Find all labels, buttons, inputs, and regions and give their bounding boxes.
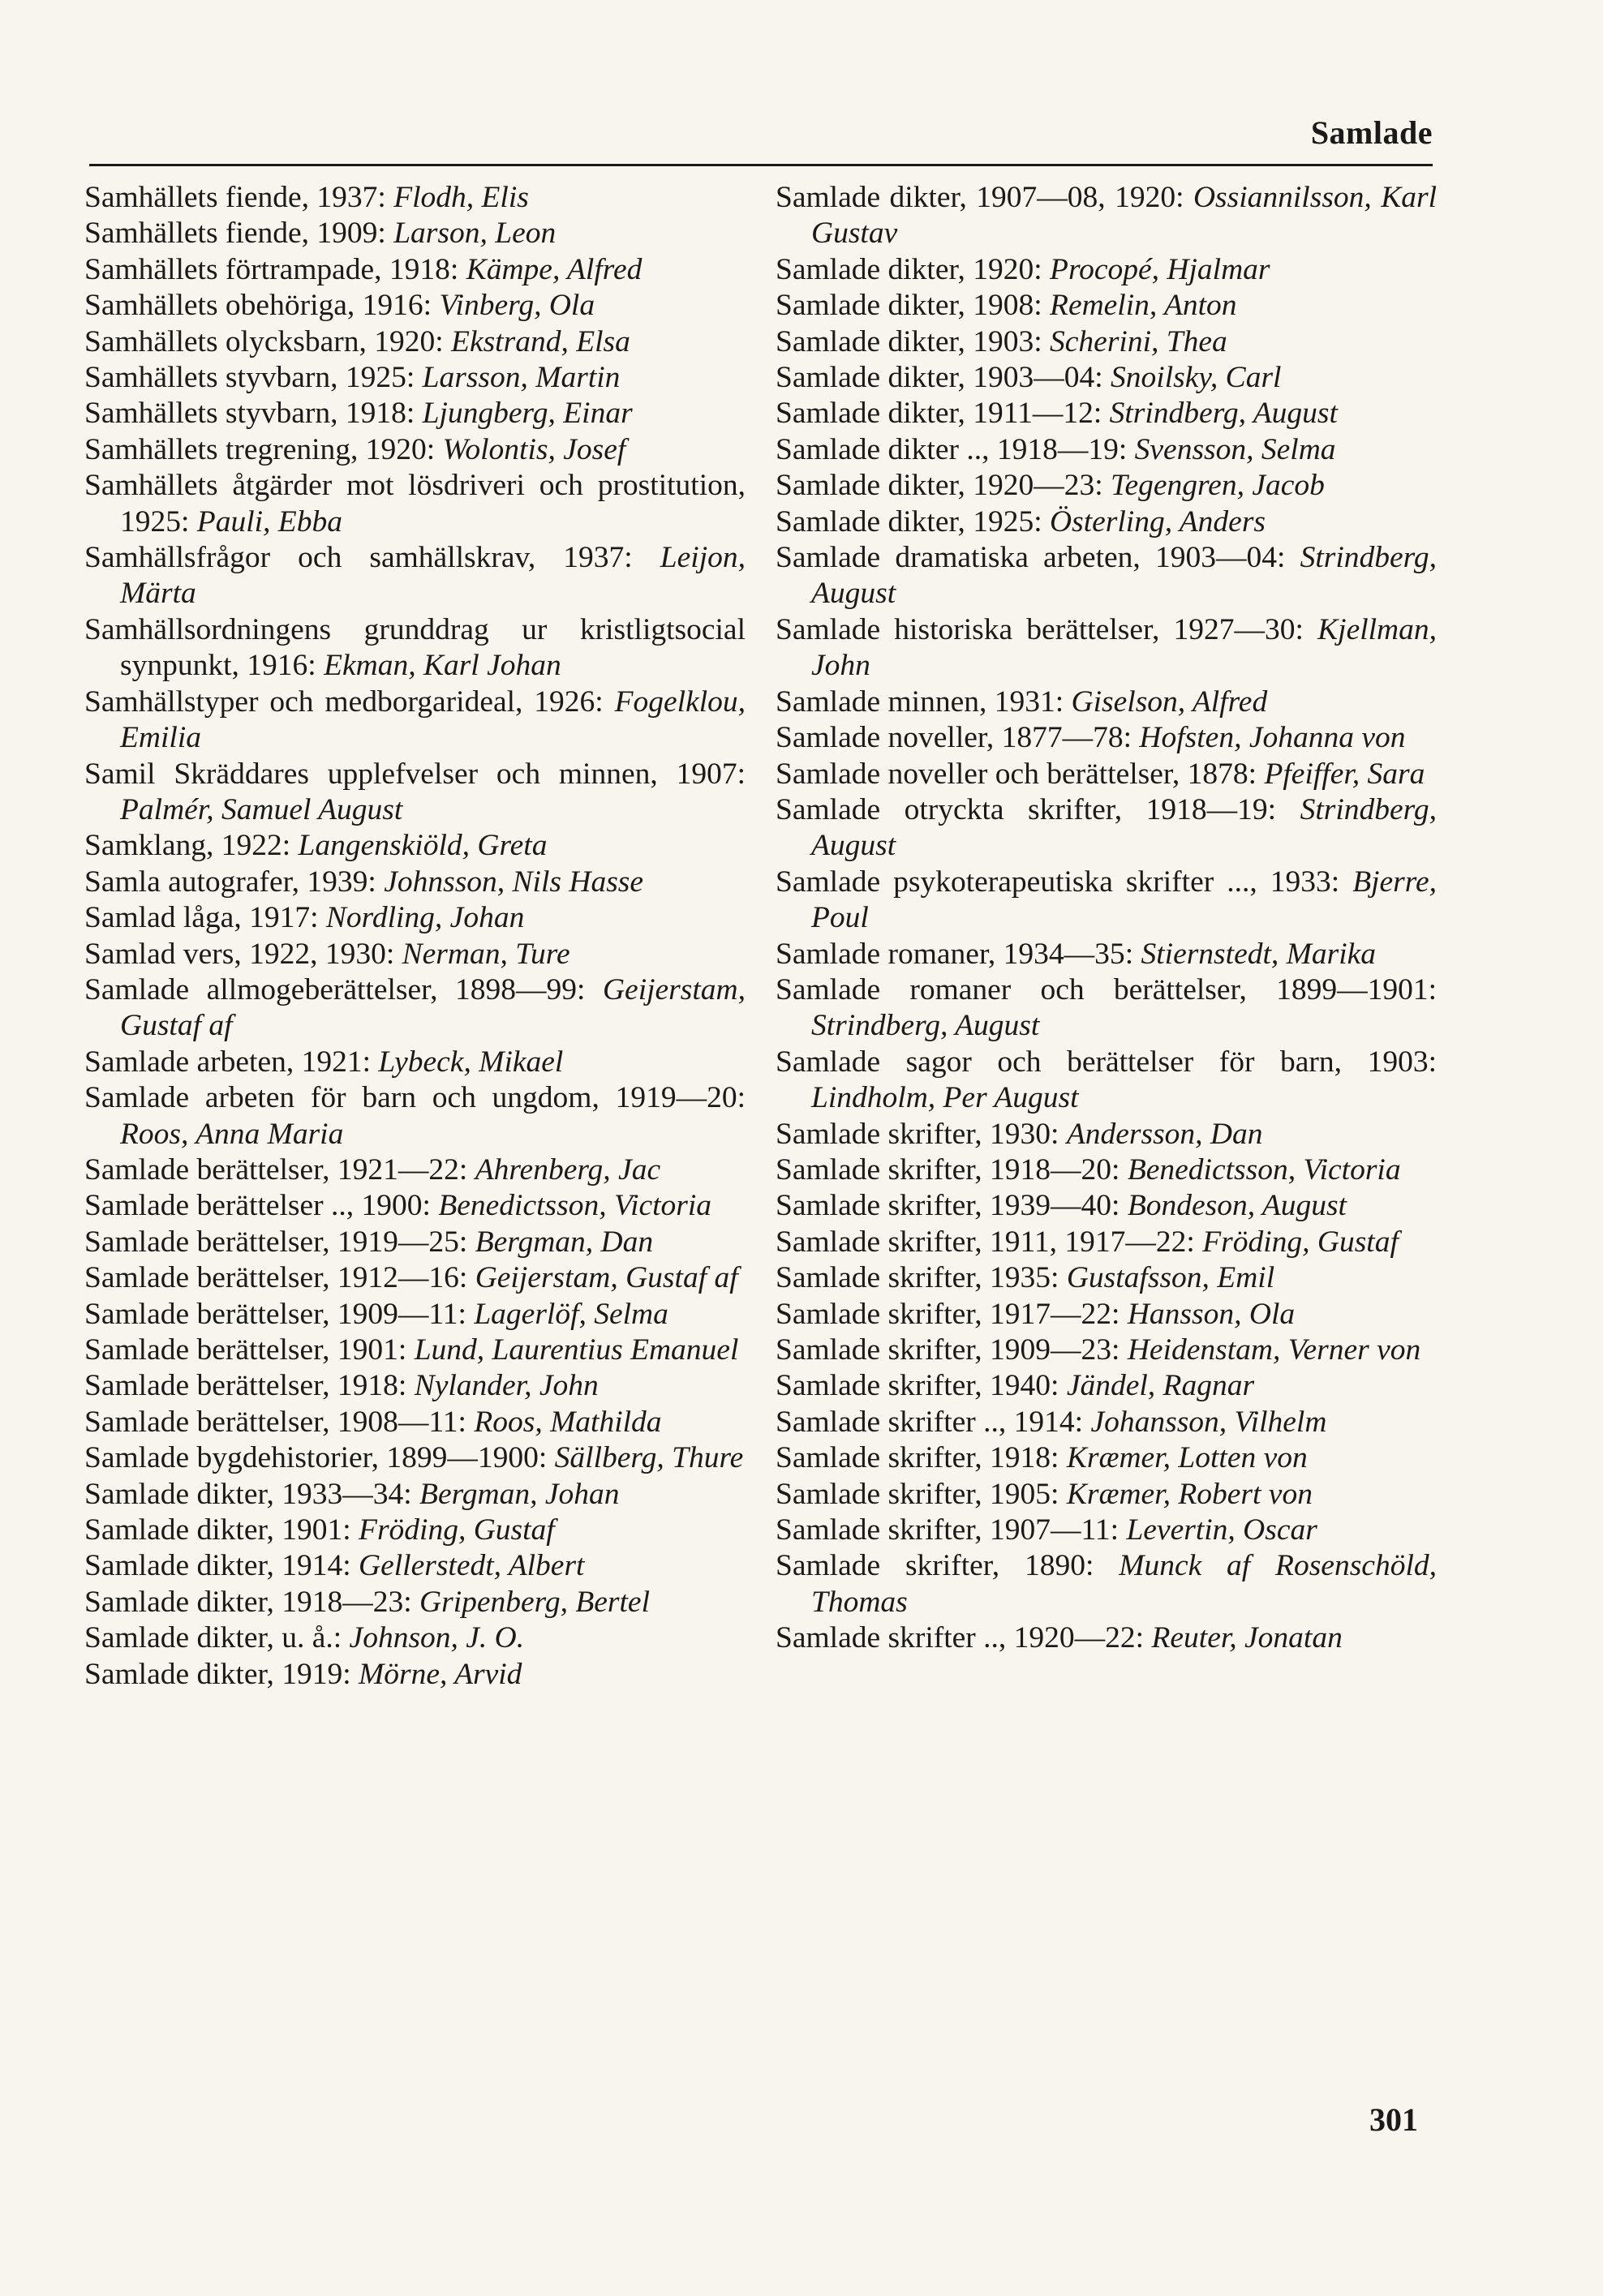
entry-author: Pfeiffer, Sara [1264, 757, 1425, 791]
index-entry: Samlade allmogeberättelser, 1898—99: Geijerstam, Gustaf af [84, 972, 746, 1043]
index-entry: Samhällets olycksbarn, 1920: Ekstrand, Elsa [84, 324, 630, 358]
entry-author: Jändel, Ragnar [1066, 1369, 1255, 1403]
entry-title: Samlade dikter, 1920—23 [776, 469, 1095, 503]
index-entry: Samlade skrifter .., 1920—22: Reuter, Jonatan [776, 1621, 1343, 1655]
index-entry: Samlade skrifter, 1909—23: Heidenstam, Verner von [776, 1333, 1421, 1367]
entry-title: Samla autografer, 1939 [84, 865, 368, 899]
entry-author: Johnson, J. O. [349, 1621, 525, 1655]
entry-author: Gellerstedt, Albert [359, 1549, 585, 1583]
entry-author: Nylander, John [414, 1369, 599, 1403]
running-head: Samlade [1310, 114, 1433, 151]
entry-author: Ahrenberg, Jac [475, 1152, 661, 1187]
entry-title: Samlade sagor och berättelser för barn, 1903 [776, 1045, 1429, 1079]
entry-author: Geijerstam, Gustaf af [120, 972, 746, 1043]
index-entry: Samlade skrifter, 1939—40: Bondeson, August [776, 1189, 1347, 1223]
index-entry: Samlad låga, 1917: Nordling, Johan [84, 901, 525, 935]
entry-title: Samhällsordningens grunddrag ur kristligtsocial synpunkt, 1916 [84, 612, 746, 683]
index-entry: Samlade berättelser, 1909—11: Lagerlöf, Selma [84, 1297, 668, 1331]
entry-author: Remelin, Anton [1050, 289, 1237, 323]
entry-title: Samlade romaner och berättelser, 1899—1901 [776, 972, 1429, 1006]
entry-author: Österling, Anders [1050, 504, 1266, 539]
index-entry: Samlade skrifter, 1918: Kræmer, Lotten von [776, 1441, 1308, 1475]
entry-title: Samlade skrifter .., 1920—22 [776, 1621, 1136, 1655]
index-entry: Samlade arbeten för barn och ungdom, 1919—20: Roos, Anna Maria [84, 1081, 746, 1151]
entry-author: Ljungberg, Einar [422, 397, 633, 431]
entry-author: Benedictsson, Victoria [438, 1189, 712, 1223]
entry-author: Ossiannilsson, Karl Gustav [811, 181, 1437, 251]
index-entry: Samhällstyper och medborgarideal, 1926: Fogelklou, Emilia [84, 685, 746, 755]
entry-title: Samlade skrifter, 1917—22 [776, 1297, 1112, 1331]
entry-title: Samhällets förtrampade, 1918 [84, 252, 450, 286]
index-entry: Samlade dikter, 1918—23: Gripenberg, Bertel [84, 1585, 650, 1619]
index-entry: Samlade noveller och berättelser, 1878: Pfeiffer, Sara [776, 757, 1425, 791]
entry-title: Samlade bygdehistorier, 1899—1900 [84, 1441, 539, 1475]
entry-title: Samlade dikter, 1933—34 [84, 1477, 404, 1511]
entry-author: Sällberg, Thure [554, 1441, 744, 1475]
entry-title: Samlade otryckta skrifter, 1918—19 [776, 792, 1268, 826]
entry-title: Samhällets olycksbarn, 1920 [84, 324, 436, 358]
entry-author: Fogelklou, Emilia [120, 685, 746, 755]
entry-author: Lund, Laurentius Emanuel [414, 1333, 739, 1367]
entry-title: Samlad vers, 1922, 1930 [84, 937, 386, 971]
entry-author: Stiernstedt, Marika [1141, 937, 1377, 971]
index-entry: Samlade dikter, 1903—04: Snoilsky, Carl [776, 361, 1282, 395]
entry-author: Lybeck, Mikael [378, 1045, 564, 1079]
entry-title: Samlade skrifter, 1911, 1917—22 [776, 1225, 1187, 1259]
index-entry: Samlade dikter, 1925: Österling, Anders [776, 504, 1266, 539]
index-entry: Samil Skräddares upplefvelser och minnen, 1907: Palmér, Samuel August [84, 757, 746, 826]
index-entry: Samlade psykoterapeutiska skrifter ..., 1933: Bjerre, Poul [776, 865, 1437, 935]
index-entry: Samlade dikter, u. å.: Johnson, J. O. [84, 1621, 525, 1655]
index-entry: Samlade skrifter, 1935: Gustafsson, Emil [776, 1261, 1275, 1295]
entry-author: Lagerlöf, Selma [474, 1297, 668, 1331]
entry-title: Samhällets obehöriga, 1916 [84, 289, 423, 323]
index-entry: Samlade dikter, 1903: Scherini, Thea [776, 324, 1227, 358]
entry-title: Samlade dikter, 1925 [776, 504, 1034, 539]
index-entry: Samhällsfrågor och samhällskrav, 1937: Leijon, Märta [84, 541, 746, 611]
entry-title: Samklang, 1922 [84, 829, 282, 863]
entry-title: Samlade psykoterapeutiska skrifter ..., 1933 [776, 865, 1331, 899]
entry-title: Samlade historiska berättelser, 1927—30 [776, 612, 1296, 646]
entry-author: Pauli, Ebba [196, 504, 342, 539]
entry-title: Samlade skrifter, 1939—40 [776, 1189, 1112, 1223]
entry-title: Samhällets fiende, 1937 [84, 181, 378, 214]
left-column [84, 180, 746, 1693]
entry-title: Samhällets tregrening, 1920 [84, 432, 427, 466]
entry-title: Samlade arbeten, 1921 [84, 1045, 363, 1079]
entry-author: Strindberg, August [811, 541, 1437, 611]
entry-title: Samlade dikter, 1920 [776, 252, 1034, 286]
entry-author: Tegengren, Jacob [1111, 469, 1325, 503]
entry-title: Samil Skräddares upplefvelser och minnen, 1907 [84, 757, 737, 791]
entry-author: Gustafsson, Emil [1066, 1261, 1275, 1295]
index-entry: Samhällets styvbarn, 1925: Larsson, Martin [84, 361, 621, 395]
entry-author: Levertin, Oscar [1126, 1513, 1317, 1547]
entry-title: Samlade dikter, 1903—04 [776, 361, 1095, 395]
index-entry: Samlade skrifter, 1905: Kræmer, Robert von [776, 1477, 1313, 1511]
index-entry: Samlade minnen, 1931: Giselson, Alfred [776, 685, 1268, 719]
entry-author: Langenskiöld, Greta [298, 829, 548, 863]
entry-author: Roos, Anna Maria [120, 1117, 344, 1151]
entry-author: Kämpe, Alfred [466, 252, 642, 286]
entry-author: Kræmer, Lotten von [1066, 1441, 1308, 1475]
entry-author: Vinberg, Ola [439, 289, 595, 323]
entry-author: Strindberg, August [811, 792, 1438, 863]
entry-title: Samlade dikter, 1907—08, 1920 [776, 181, 1176, 214]
entry-author: Bergman, Dan [475, 1225, 654, 1259]
entry-author: Bjerre, Poul [811, 865, 1437, 935]
entry-title: Samhällstyper och medborgarideal, 1926 [84, 685, 595, 719]
entry-author: Johnsson, Nils Hasse [384, 865, 644, 899]
entry-author: Ekstrand, Elsa [451, 324, 630, 358]
index-entry: Samlade skrifter, 1918—20: Benedictsson, Victoria [776, 1152, 1401, 1187]
index-entry: Samlade skrifter, 1890: Munck af Rosenschöld, Thomas [776, 1549, 1437, 1619]
index-entry: Samhällsordningens grunddrag ur kristligtsocial synpunkt, 1916: Ekman, Karl Johan [84, 612, 746, 683]
entry-title: Samlade berättelser, 1919—25 [84, 1225, 459, 1259]
entry-title: Samlade dikter, 1903 [776, 324, 1034, 358]
entry-author: Reuter, Jonatan [1151, 1621, 1343, 1655]
entry-title: Samlade skrifter .., 1914 [776, 1405, 1075, 1439]
entry-author: Andersson, Dan [1066, 1117, 1263, 1151]
entry-title: Samhällets åtgärder mot lösdriveri och prostitution, 1925 [84, 469, 746, 539]
index-entry: Samlade dramatiska arbeten, 1903—04: Strindberg, August [776, 541, 1437, 611]
right-column [776, 180, 1437, 1657]
entry-title: Samlade skrifter, 1940 [776, 1369, 1051, 1403]
entry-title: Samlad låga, 1917 [84, 901, 311, 935]
entry-author: Kræmer, Robert von [1066, 1477, 1313, 1511]
index-entry: Samlade romaner och berättelser, 1899—1901: Strindberg, August [776, 972, 1437, 1043]
entry-title: Samlade skrifter, 1918—20 [776, 1152, 1112, 1187]
entry-author: Hansson, Ola [1127, 1297, 1296, 1331]
entry-author: Bergman, Johan [419, 1477, 620, 1511]
entry-title: Samlade dikter .., 1918—19 [776, 432, 1119, 466]
index-entry: Samhällets styvbarn, 1918: Ljungberg, Einar [84, 397, 633, 431]
index-entry: Samhällets fiende, 1909: Larson, Leon [84, 217, 557, 251]
index-entry: Samhällets förtrampade, 1918: Kämpe, Alfred [84, 252, 642, 286]
entry-author: Lindholm, Per August [811, 1081, 1079, 1115]
entry-author: Procopé, Hjalmar [1050, 252, 1270, 286]
entry-title: Samlade berättelser, 1901 [84, 1333, 398, 1367]
entry-title: Samlade dikter, 1914 [84, 1549, 343, 1583]
index-entry: Samlade skrifter, 1917—22: Hansson, Ola [776, 1297, 1296, 1331]
entry-title: Samlade skrifter, 1930 [776, 1117, 1051, 1151]
entry-title: Samlade skrifter, 1909—23 [776, 1333, 1112, 1367]
entry-title: Samlade dikter, 1911—12 [776, 397, 1094, 431]
page-number: 301 [1369, 2101, 1418, 2138]
index-entry: Samhällets obehöriga, 1916: Vinberg, Ola [84, 289, 595, 323]
index-entry: Samlade berättelser, 1918: Nylander, John [84, 1369, 599, 1403]
entry-title: Samhällets styvbarn, 1925 [84, 361, 406, 395]
entry-title: Samlade skrifter, 1907—11 [776, 1513, 1111, 1547]
entry-author: Heidenstam, Verner von [1127, 1333, 1421, 1367]
entry-author: Fröding, Gustaf [1202, 1225, 1399, 1259]
entry-title: Samlade berättelser, 1909—11 [84, 1297, 458, 1331]
entry-author: Johansson, Vilhelm [1090, 1405, 1327, 1439]
index-entry: Samlade dikter, 1920—23: Tegengren, Jacob [776, 469, 1325, 503]
index-entry: Samlade sagor och berättelser för barn, 1903: Lindholm, Per August [776, 1045, 1437, 1115]
entry-author: Hofsten, Johanna von [1139, 721, 1406, 755]
entry-author: Ekman, Karl Johan [324, 649, 561, 683]
entry-title: Samhällets styvbarn, 1918 [84, 397, 406, 431]
entry-title: Samlade skrifter, 1890 [776, 1549, 1085, 1583]
index-entry: Samlade berättelser, 1921—22: Ahrenberg, Jac [84, 1152, 661, 1187]
entry-title: Samlade dikter, 1901 [84, 1513, 343, 1547]
entry-title: Samlade berättelser .., 1900 [84, 1189, 423, 1223]
entry-title: Samlade dramatiska arbeten, 1903—04 [776, 541, 1277, 575]
index-entry: Samlade romaner, 1934—35: Stiernstedt, Marika [776, 937, 1377, 971]
index-entry: Samlade berättelser .., 1900: Benedictsson, Victoria [84, 1189, 712, 1223]
entry-title: Samlade berättelser, 1912—16 [84, 1261, 459, 1295]
index-entry: Samlade noveller, 1877—78: Hofsten, Johanna von [776, 721, 1406, 755]
entry-title: Samlade noveller, 1877—78 [776, 721, 1124, 755]
index-entry: Samlade otryckta skrifter, 1918—19: Strindberg, August [776, 792, 1438, 863]
entry-author: Strindberg, August [811, 1009, 1040, 1043]
entry-title: Samlade dikter, 1908 [776, 289, 1034, 323]
index-entry: Samlade bygdehistorier, 1899—1900: Sällberg, Thure [84, 1441, 744, 1475]
index-entry: Samlade historiska berättelser, 1927—30: Kjellman, John [776, 612, 1438, 683]
entry-title: Samlade skrifter, 1918 [776, 1441, 1051, 1475]
entry-author: Mörne, Arvid [359, 1657, 522, 1691]
entry-title: Samlade berättelser, 1908—11 [84, 1405, 458, 1439]
index-entry: Samlade dikter, 1901: Fröding, Gustaf [84, 1513, 555, 1547]
entry-author: Svensson, Selma [1134, 432, 1336, 466]
index-entry: Samhällets tregrening, 1920: Wolontis, Josef [84, 432, 626, 466]
index-entry: Samla autografer, 1939: Johnsson, Nils Hasse [84, 865, 644, 899]
entry-author: Giselson, Alfred [1071, 685, 1268, 719]
entry-author: Nerman, Ture [402, 937, 570, 971]
entry-title: Samlade skrifter, 1935 [776, 1261, 1051, 1295]
entry-author: Snoilsky, Carl [1111, 361, 1282, 395]
entry-title: Samlade romaner, 1934—35 [776, 937, 1125, 971]
entry-title: Samlade berättelser, 1921—22 [84, 1152, 459, 1187]
index-entry: Samlade dikter, 1908: Remelin, Anton [776, 289, 1237, 323]
index-entry: Samlade dikter, 1933—34: Bergman, Johan [84, 1477, 620, 1511]
index-entry: Samhällets fiende, 1937: Flodh, Elis [84, 181, 529, 214]
index-entry: Samlade dikter, 1919: Mörne, Arvid [84, 1657, 522, 1691]
index-entry: Samlade dikter .., 1918—19: Svensson, Selma [776, 432, 1336, 466]
entry-title: Samlade minnen, 1931 [776, 685, 1055, 719]
entry-author: Flodh, Elis [393, 181, 529, 214]
entry-author: Scherini, Thea [1050, 324, 1227, 358]
index-entry: Samlade dikter, 1914: Gellerstedt, Albert [84, 1549, 585, 1583]
index-entry: Samlade berättelser, 1901: Lund, Laurentius Emanuel [84, 1333, 739, 1367]
entry-author: Benedictsson, Victoria [1127, 1152, 1401, 1187]
entry-title: Samhällsfrågor och samhällskrav, 1937 [84, 541, 625, 575]
entry-author: Gripenberg, Bertel [419, 1585, 650, 1619]
index-entry: Samlade skrifter, 1940: Jändel, Ragnar [776, 1369, 1255, 1403]
entry-author: Munck af Rosenschöld, Thomas [811, 1549, 1437, 1619]
index-entry: Samlade arbeten, 1921: Lybeck, Mikael [84, 1045, 564, 1079]
entry-author: Larsson, Martin [422, 361, 621, 395]
entry-title: Samhällets fiende, 1909 [84, 217, 378, 251]
entry-author: Palmér, Samuel August [120, 792, 403, 826]
entry-author: Roos, Mathilda [474, 1405, 662, 1439]
entry-title: Samlade skrifter, 1905 [776, 1477, 1051, 1511]
index-entry: Samlade dikter, 1920: Procopé, Hjalmar [776, 252, 1270, 286]
index-entry: Samlade dikter, 1907—08, 1920: Ossiannilsson, Karl Gustav [776, 181, 1437, 251]
index-entry: Samklang, 1922: Langenskiöld, Greta [84, 829, 548, 863]
index-entry: Samlade berättelser, 1912—16: Geijerstam, Gustaf af [84, 1261, 738, 1295]
entry-author: Larson, Leon [393, 217, 557, 251]
index-entry: Samlad vers, 1922, 1930: Nerman, Ture [84, 937, 570, 971]
entry-author: Wolontis, Josef [442, 432, 626, 466]
index-entry: Samhällets åtgärder mot lösdriveri och prostitution, 1925: Pauli, Ebba [84, 469, 746, 539]
index-entry: Samlade skrifter .., 1914: Johansson, Vilhelm [776, 1405, 1327, 1439]
index-entry: Samlade dikter, 1911—12: Strindberg, August [776, 397, 1338, 431]
entry-title: Samlade allmogeberättelser, 1898—99 [84, 972, 578, 1006]
entry-author: Nordling, Johan [325, 901, 525, 935]
index-entry: Samlade skrifter, 1907—11: Levertin, Oscar [776, 1513, 1317, 1547]
entry-title: Samlade noveller och berättelser, 1878 [776, 757, 1248, 791]
index-entry: Samlade skrifter, 1930: Andersson, Dan [776, 1117, 1263, 1151]
header-rule [89, 164, 1433, 166]
entry-title: Samlade berättelser, 1918 [84, 1369, 398, 1403]
entry-title: Samlade dikter, 1918—23 [84, 1585, 404, 1619]
entry-author: Fröding, Gustaf [359, 1513, 555, 1547]
index-entry: Samlade berättelser, 1919—25: Bergman, Dan [84, 1225, 654, 1259]
entry-title: Samlade dikter, u. å. [84, 1621, 333, 1655]
entry-title: Samlade arbeten för barn och ungdom, 1919—20 [84, 1081, 737, 1115]
entry-author: Strindberg, August [1109, 397, 1338, 431]
entry-title: Samlade dikter, 1919 [84, 1657, 343, 1691]
entry-author: Leijon, Märta [120, 541, 746, 611]
entry-author: Kjellman, John [811, 612, 1438, 683]
entry-author: Bondeson, August [1127, 1189, 1347, 1223]
entry-author: Geijerstam, Gustaf af [475, 1261, 738, 1295]
index-entry: Samlade skrifter, 1911, 1917—22: Fröding, Gustaf [776, 1225, 1399, 1259]
index-entry: Samlade berättelser, 1908—11: Roos, Mathilda [84, 1405, 662, 1439]
